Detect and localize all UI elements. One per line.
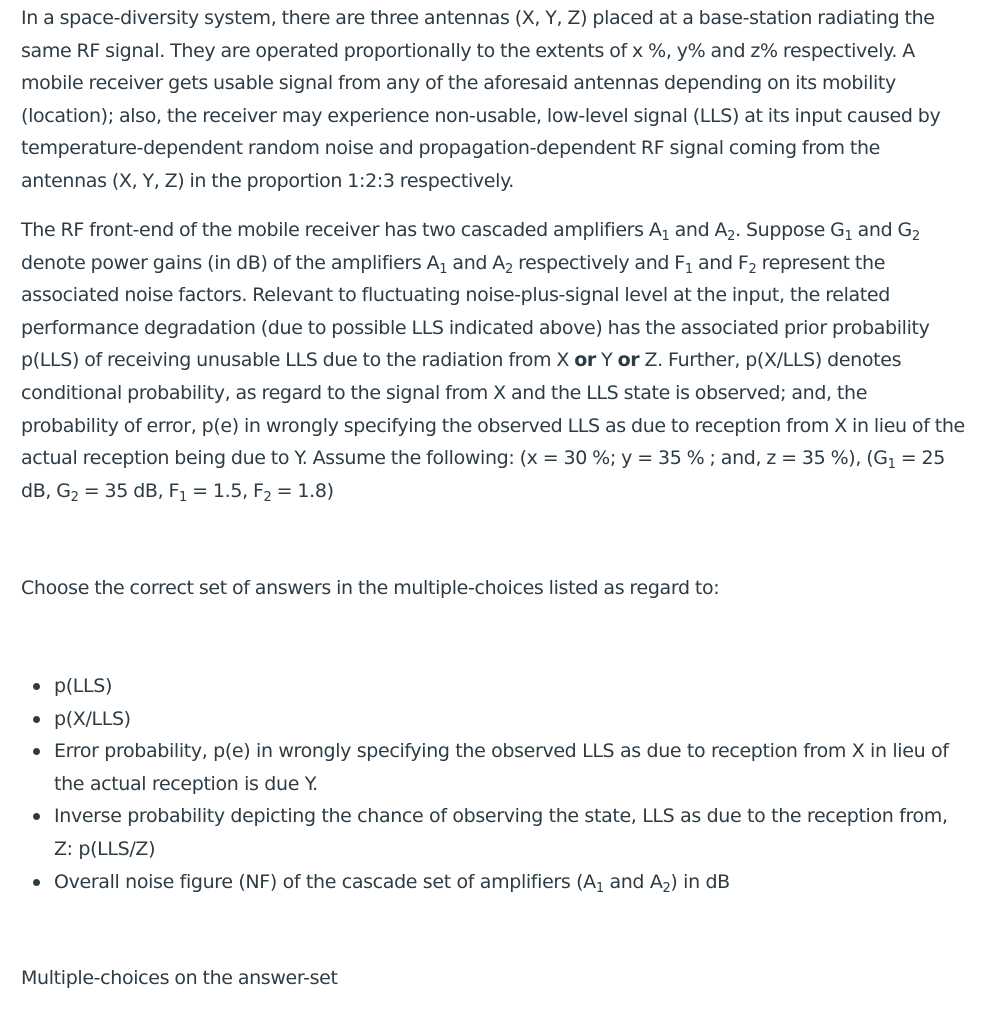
problem-statement-paragraph: In a space-diversity system, there are three antennas (X, Y, Z) placed at a base-station radiating the same RF signal. They are operated proportionally to the extents of x %, y% and z% respectively. A mobile receiver gets usable signal from any of the aforesaid antennas depending on its mobility (location); also, the receiver may experience non-usable, low-level signal (LLS) at its input caused by temperature-dependent random noise and propagation-dependent RF signal coming from the antennas (X, Y, Z) in the proportion 1:2:3 respectively. [21,7,941,192]
list-item: Inverse probability depicting the chance of observing the state, LLS as due to the reception from, Z: p(LLS/Z) [54,800,964,865]
list-item: p(X/LLS) [54,703,964,736]
instruction-paragraph: Choose the correct set of answers in the multiple-choices listed as regard to: [21,577,720,599]
bullet-icon [33,683,40,690]
list-item: Overall noise figure (NF) of the cascade set of amplifiers ($A_1$ and $A_2$) in dB [54,866,964,899]
bullet-icon [33,716,40,723]
bullet-icon [33,813,40,820]
bullet-icon [33,748,40,755]
list-item: p(LLS) [54,670,964,703]
question-list [54,670,964,898]
amplifier-description-paragraph: The RF front-end of the mobile receiver has two cascaded amplifiers $A_1$ and $A_2$. Suppose $G_1$ and $G_2$ denote power gains (in dB) of the amplifiers $A_1$ and $A_2$ respectively and $F_1$ and $F_2$ represent the associated noise factors. Relevant to fluctuating noise-plus-signal level at the input, the related performance degradation (due to possible LLS indicated above) has the associated prior probability p(LLS) of receiving unusable LLS due to the radiation from X or Y or Z. Further, p(X/LLS) denotes conditional probability, as regard to the signal from X and the LLS state is observed; and, the probability of error, p(e) in wrongly specifying the observed LLS as due to reception from X in lieu of the actual reception being due to Y. Assume the following: (x = 30 %; y = 35 % ; and, z = 35 %), ($G_1 = 25$ dB, $G_2 = 35$ dB, $F_1 = 1.5$, $F_2 = 1.8$) [21,219,965,505]
answer-set-heading: Multiple-choices on the answer-set [21,967,338,989]
bullet-icon [33,879,40,886]
list-item: Error probability, p(e) in wrongly specifying the observed LLS as due to reception from X in lieu of the actual reception is due Y. [54,735,964,800]
